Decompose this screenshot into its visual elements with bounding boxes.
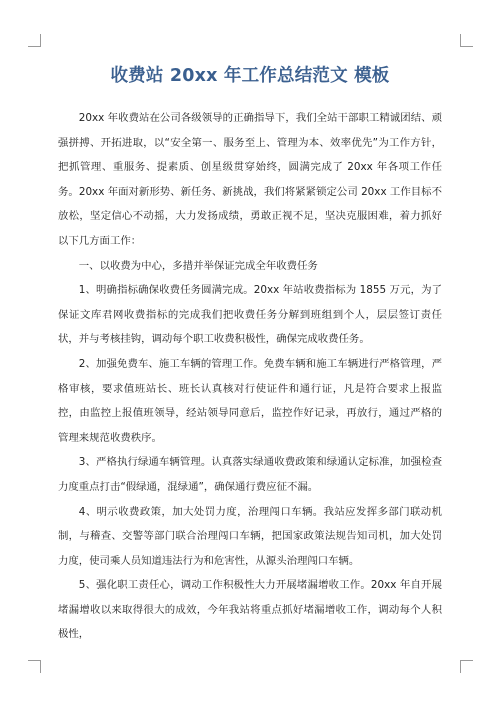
paragraph-intro: 20xx 年收费站在公司各级领导的正确指导下，我们全站干部职工精诚团结、顽强拼搏、开拓进取，以“安全第一、服务至上、管理为本、效率优先”为工作方针，把抓管理、重服务、提素质、创星级贯穿始终，圆满完成了 20xx 年各项工作任务。20xx 年面对新形势、新任务、新挑战，我们将紧紧锁定公司 20xx 工作目标不放松，坚定信心不动摇，大力发扬成绩，勇敢正视不足，坚决克服困难，着力抓好以下几方面工作： (58, 112, 442, 247)
paragraph-section-heading: 一、以收费为中心，多措并举保证完成全年收费任务 (78, 259, 318, 272)
crop-mark-bottom-left (28, 660, 41, 673)
crop-mark-top-left (28, 34, 41, 47)
paragraph-item-4: 4、明示收费政策，加大处罚力度，治理闯口车辆。我站应发挥多部门联动机制，与稽查、交警等部门联合治理闯口车辆，把国家政策法规告知司机，加大处罚力度，使司乘人员知道违法行为和危害性，从源头治理闯口车辆。 (58, 505, 442, 567)
crop-mark-top-right (460, 34, 473, 47)
paragraph-item-3: 3、严格执行绿通车辆管理。认真落实绿通收费政策和绿通认定标准，加强检查力度重点打击“假绿通，混绿通”，确保通行费应征不漏。 (58, 456, 442, 493)
crop-mark-bottom-right (460, 660, 473, 673)
document-body (58, 106, 442, 647)
paragraph-item-5: 5、强化职工责任心，调动工作积极性大力开展堵漏增收工作。20xx 年自开展堵漏增收以来取得很大的成效，今年我站将重点抓好堵漏增收工作，调动每个人积极性， (58, 579, 442, 641)
document-title: 收费站 20xx 年工作总结范文 模板 (110, 66, 390, 86)
paragraph-item-1: 1、明确指标确保收费任务圆满完成。20xx 年站收费指标为 1855 万元，为了保证文库君网收费指标的完成我们把收费任务分解到班组到个人，层层签订责任状，并与考核挂钩，调动每个职工收费积极性，确保完成收费任务。 (58, 284, 442, 346)
paragraph-item-2: 2、加强免费车、施工车辆的管理工作。免费车辆和施工车辆进行严格管理，严格审核，要求值班站长、班长认真核对行使证件和通行证，凡是符合要求上报监控，由监控上报值班领导，经站领导同意后，监控作好记录，再放行，通过严格的管理来规范收费秩序。 (58, 357, 442, 444)
